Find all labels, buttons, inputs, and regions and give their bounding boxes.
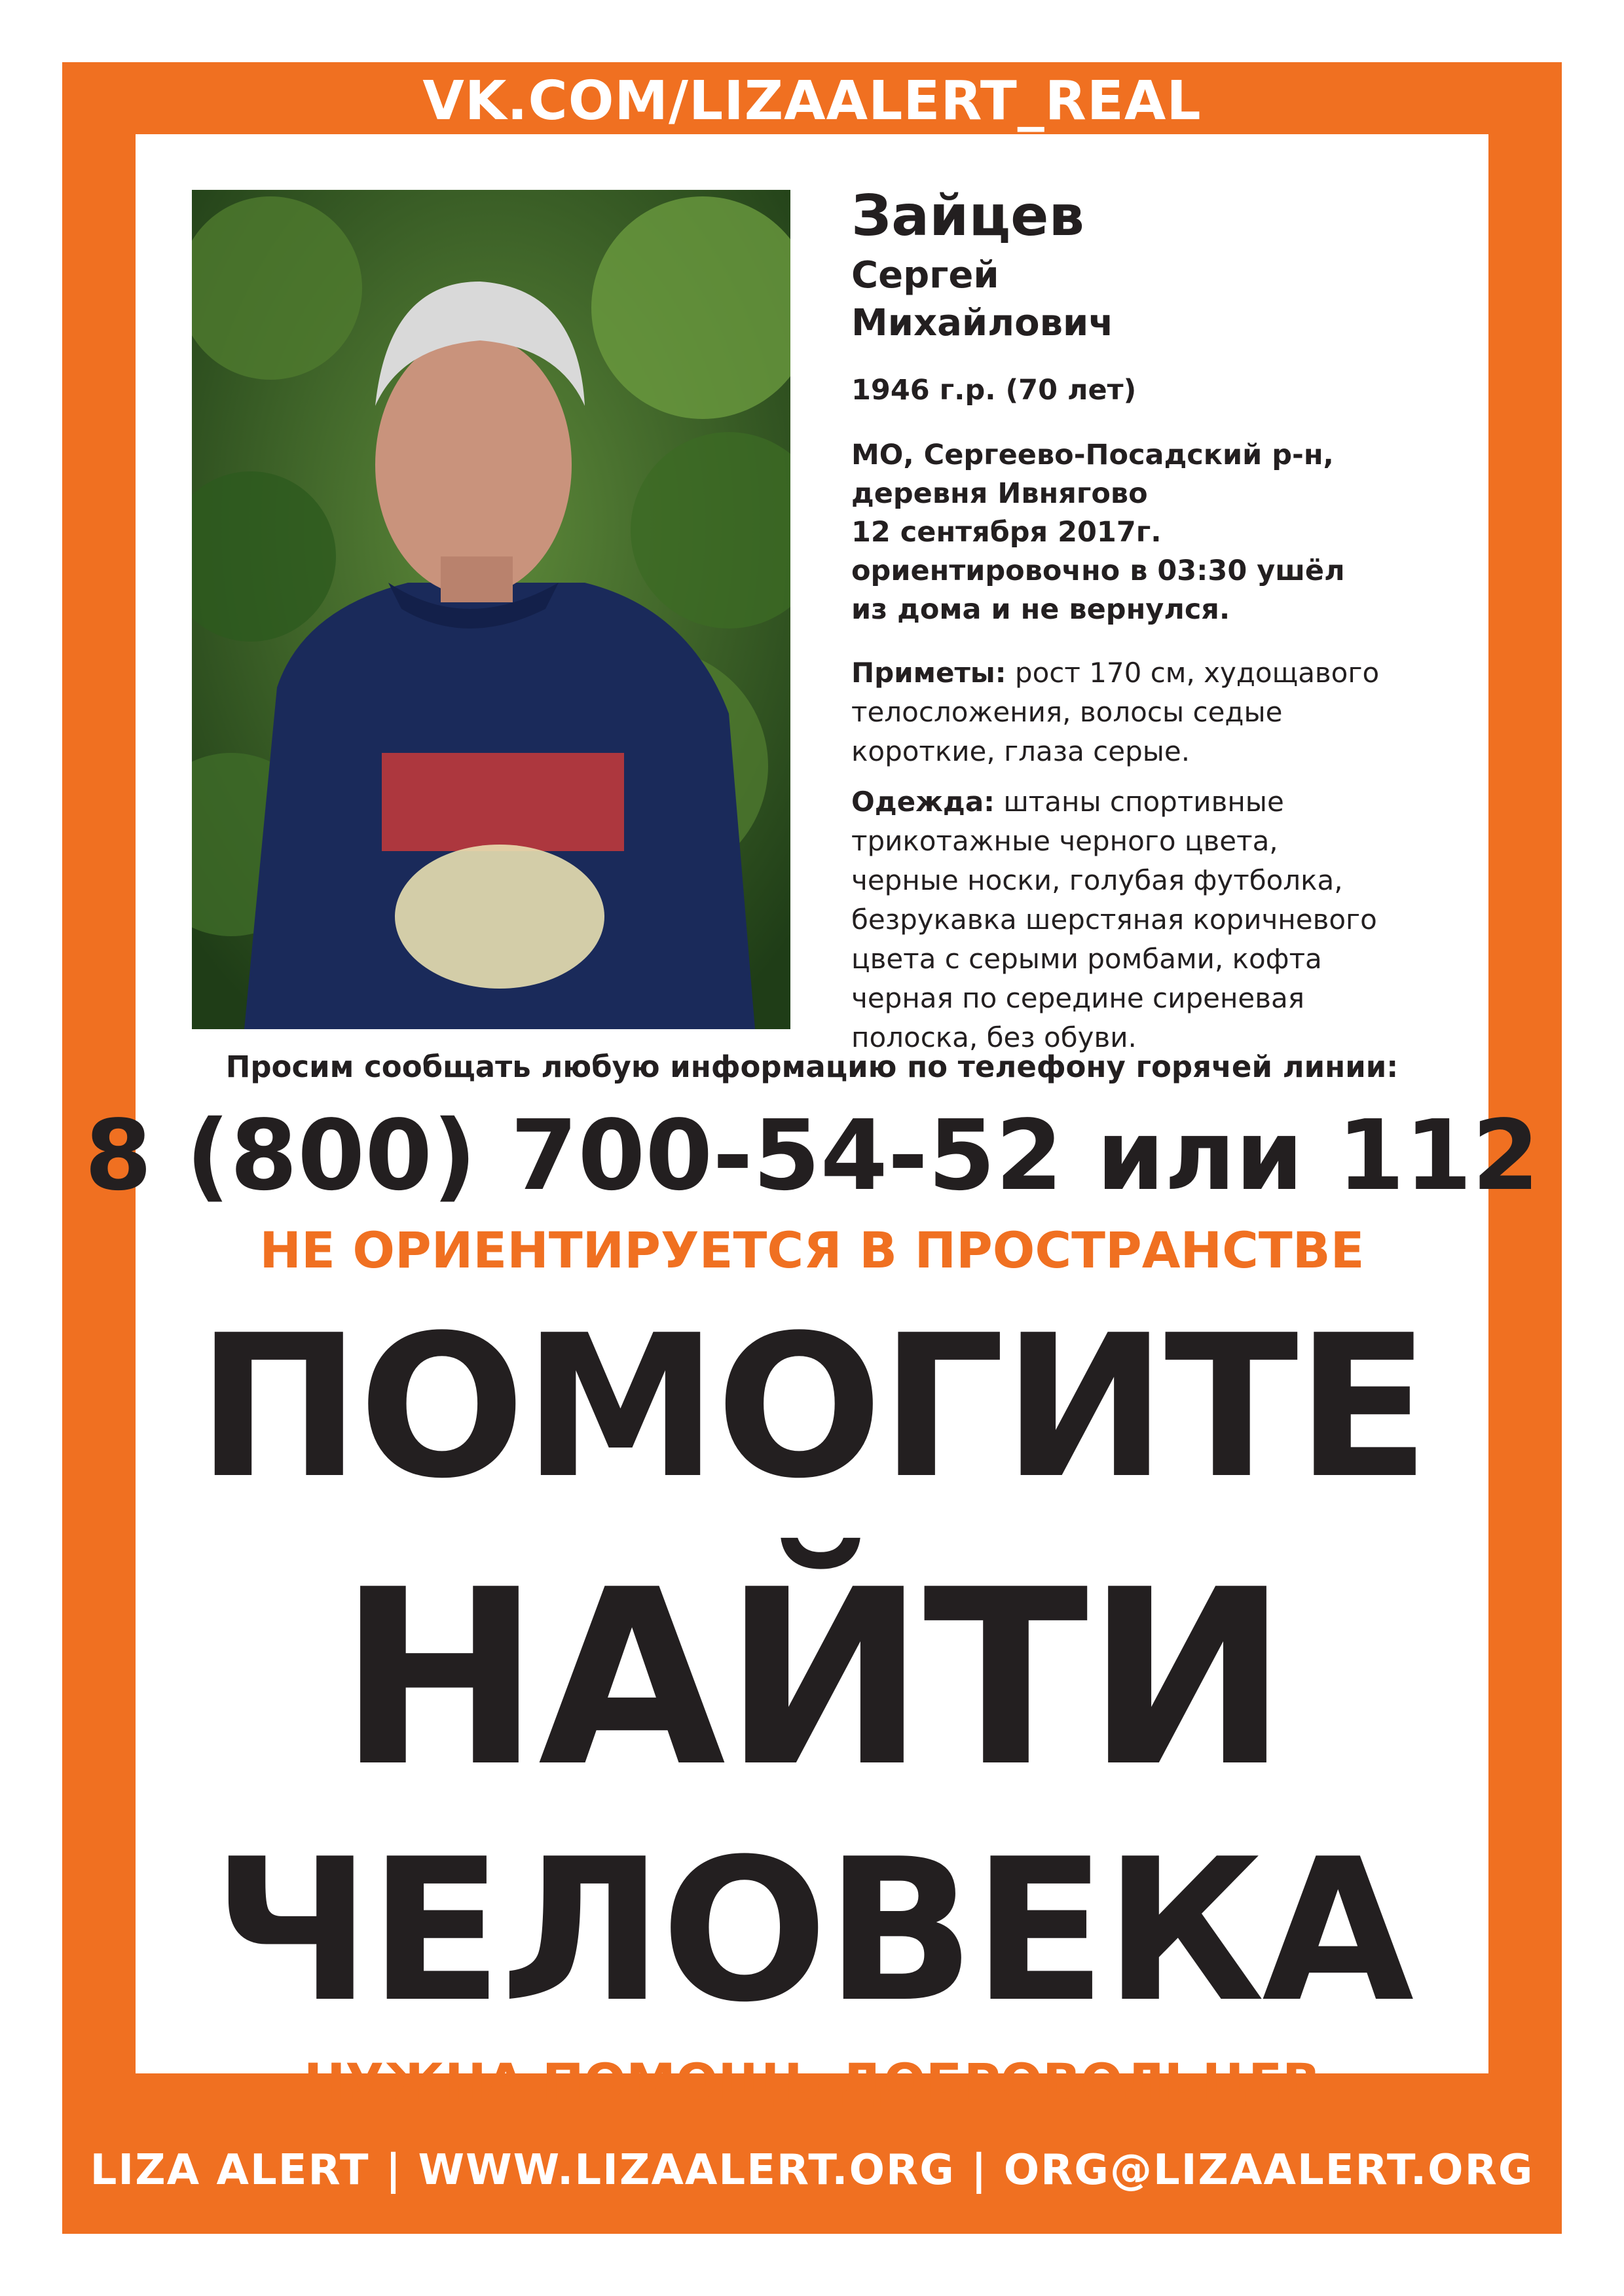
missing-person-photo: [192, 190, 790, 1029]
signs-description: [851, 653, 1480, 771]
clothes-line: черная по середине сиреневая: [851, 982, 1304, 1014]
volunteers-needed: НУЖНА ПОМОЩЬ ДОБРОВОЛЬЦЕВ: [303, 2052, 1321, 2111]
clothes-line: штаны спортивные: [994, 786, 1284, 818]
patronymic: Михайлович: [851, 302, 1114, 344]
clothes-line: цвета с серыми ромбами, кофта: [851, 943, 1322, 975]
clothes-line: безрукавка шерстяная коричневого: [851, 903, 1377, 936]
signs-line: рост 170 см, худощавого: [1006, 657, 1380, 689]
clothes-line: черные носки, голубая футболка,: [851, 864, 1343, 896]
circumstances-line: из дома и не вернулся.: [851, 593, 1230, 626]
circumstances-line: ориентировочно в 03:30 ушёл: [851, 555, 1345, 587]
circumstances: [851, 436, 1473, 629]
headline-find: НАЙТИ: [338, 1539, 1286, 1820]
clothes-description: [851, 782, 1480, 1057]
signs-label: Приметы:: [851, 657, 1006, 689]
hotline-request: Просим сообщать любую информацию по телефону горячей линии:: [225, 1049, 1399, 1084]
circumstances-line: МО, Сергеево-Посадский р-н,: [851, 439, 1334, 471]
circumstances-line: 12 сентября 2017г.: [851, 516, 1162, 549]
circumstances-line: деревня Ивнягово: [851, 477, 1148, 510]
footer-contacts[interactable]: LIZA ALERT | WWW.LIZAALERT.ORG | ORG@LIZAALERT.ORG: [90, 2146, 1534, 2195]
headline-help: ПОМОГИТЕ: [196, 1293, 1428, 1522]
warning-disoriented: НЕ ОРИЕНТИРУЕТСЯ В ПРОСТРАНСТВЕ: [259, 1221, 1365, 1279]
clothes-line: полоска, без обуви.: [851, 1021, 1137, 1053]
clothes-line: трикотажные черного цвета,: [851, 825, 1278, 857]
signs-line: телосложения, волосы седые: [851, 696, 1283, 728]
birth-year: 1946 г.р. (70 лет): [851, 374, 1137, 407]
vk-link[interactable]: VK.COM/LIZAALERT_REAL: [422, 70, 1202, 132]
clothes-label: Одежда:: [851, 786, 995, 818]
headline-person: ЧЕЛОВЕКА: [212, 1817, 1412, 2045]
first-name: Сергей: [851, 254, 999, 297]
signs-line: короткие, глаза серые.: [851, 735, 1190, 767]
surname: Зайцев: [851, 183, 1084, 249]
hotline-phone[interactable]: 8 (800) 700-54-52 или 112: [84, 1099, 1540, 1212]
